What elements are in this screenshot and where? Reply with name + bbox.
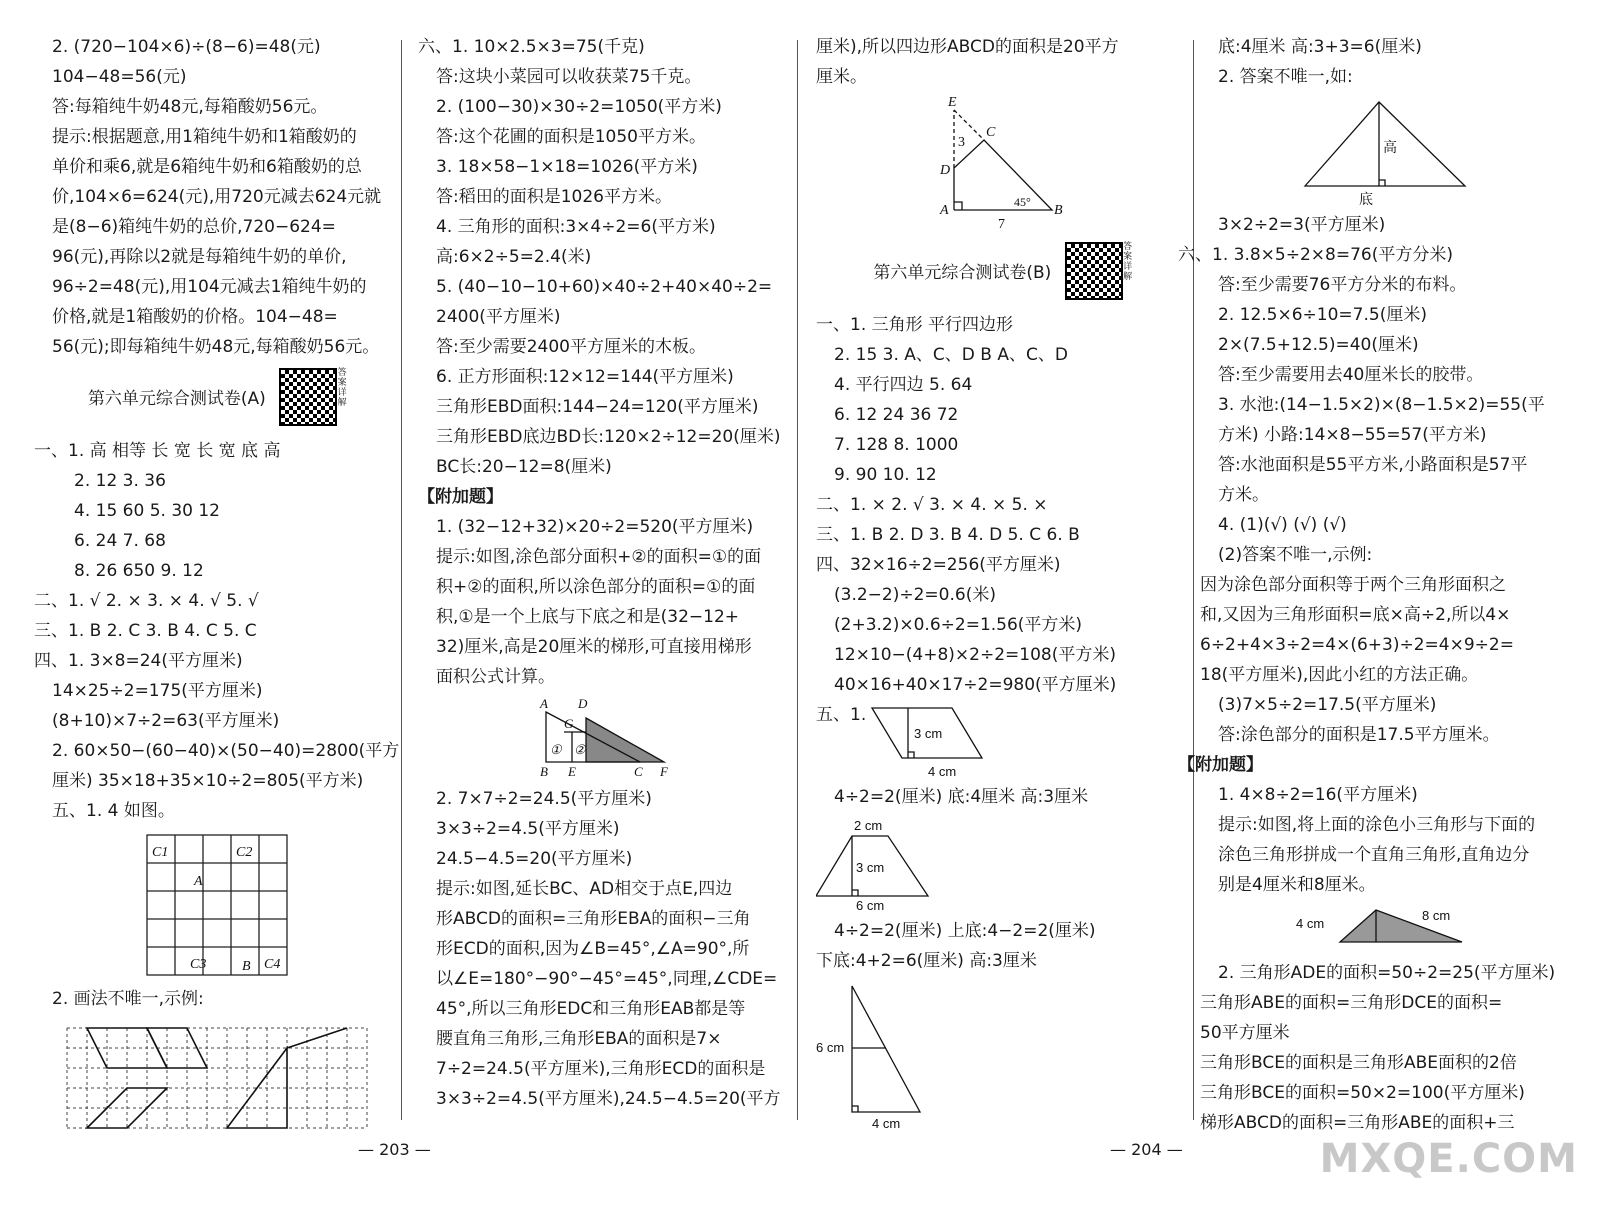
text-line: 40×16+40×17÷2=980(平方厘米) (834, 675, 1117, 695)
text-line: 答:涂色部分的面积是17.5平方厘米。 (1218, 725, 1500, 745)
fig-label: A (540, 696, 548, 711)
qr-tag: 答案详解 (337, 368, 347, 408)
page-number-right: — 204 — (1110, 1140, 1183, 1159)
text-line: 答:这块小菜园可以收获菜75千克。 (436, 67, 702, 87)
text-line: 提示:如图,涂色部分面积+②的面积=①的面 (436, 547, 762, 567)
text-line: 单价和乘6,就是6箱纯牛奶和6箱酸奶的总 (52, 157, 362, 177)
text-line: 2. 15 3. A、C、D B A、C、D (834, 345, 1068, 365)
dotted-grid-figure (57, 1018, 377, 1138)
column-divider (797, 40, 798, 1120)
grid-label: B (241, 959, 251, 974)
text-line: 4÷2=2(厘米) 上底:4−2=2(厘米) (834, 921, 1096, 941)
column-divider (1193, 40, 1194, 1120)
text-line: 一、1. 高 相等 长 宽 长 宽 底 高 (34, 441, 281, 461)
text-line: 5. (40−10−10+60)×40÷2+40×40÷2= (436, 277, 773, 297)
parallelogram-figure (852, 700, 1002, 782)
text-line: (3)7×5÷2=17.5(平方厘米) (1218, 695, 1437, 715)
extra-title: 【附加题】 (418, 487, 503, 507)
text-line: 积+②的面积,所以涂色部分的面积=①的面 (436, 577, 756, 597)
text-line: 因为涂色部分面积等于两个三角形面积之 (1200, 575, 1506, 595)
text-line: 2. 7×7÷2=24.5(平方厘米) (436, 789, 652, 809)
text-line: 方米) 小路:14×8−55=57(平方米) (1218, 425, 1487, 445)
text-line: 4. 平行四边 5. 64 (834, 375, 973, 395)
text-line: 方米。 (1218, 485, 1269, 505)
text-line: 形ECD的面积,因为∠B=45°,∠A=90°,所 (436, 939, 750, 959)
fig-label: 高 (1383, 140, 1397, 156)
grid-label: C2 (235, 845, 252, 860)
text-line: 厘米),所以四边形ABCD的面积是20平方 (816, 37, 1119, 57)
text-line: 高:6×2÷5=2.4(米) (436, 247, 592, 267)
text-line: 五、1. (816, 705, 867, 725)
text-line: 积,①是一个上底与下底之和是(32−12+ (436, 607, 740, 627)
fig-label: 3 cm (856, 860, 885, 875)
text-line: 厘米。 (816, 67, 867, 87)
text-line: 1. 4×8÷2=16(平方厘米) (1218, 785, 1418, 805)
text-line: 五、1. 4 如图。 (52, 801, 175, 821)
text-line: 厘米) 35×18+35×10÷2=805(平方米) (52, 771, 364, 791)
fig-label: 底 (1359, 192, 1373, 206)
right-triangle-figure (816, 980, 946, 1130)
fig-label: G (564, 716, 574, 731)
fig-label: E (948, 96, 957, 110)
parallelogram-row (816, 700, 1188, 782)
text-line: 下底:4+2=6(厘米) 高:3厘米 (816, 951, 1037, 971)
text-line: 9. 90 10. 12 (834, 465, 937, 485)
text-line: 答:这个花圃的面积是1050平方米。 (436, 127, 706, 147)
text-line: 56(元);即每箱纯牛奶48元,每箱酸奶56元。 (52, 337, 380, 357)
fig-label: 6 cm (856, 898, 885, 912)
grid-figure (142, 830, 292, 980)
text-line: 面积公式计算。 (436, 667, 555, 687)
text-line: 24.5−4.5=20(平方厘米) (436, 849, 633, 869)
text-line: 三角形EBD底边BD长:120×2÷12=20(厘米) (436, 427, 781, 447)
text-line: 腰直角三角形,三角形EBA的面积是7× (436, 1029, 722, 1049)
fig-label: ② (574, 742, 586, 757)
text-line: 六、1. 10×2.5×3=75(千克) (418, 37, 645, 57)
grid-label: C3 (189, 957, 206, 972)
text-line: 4. 15 60 5. 30 12 (74, 501, 220, 521)
text-line: 六、1. 3.8×5÷2×8=76(平方分米) (1178, 245, 1453, 265)
fig-label: B (1054, 203, 1063, 218)
fig-label: D (940, 163, 951, 178)
text-line: 18(平方厘米),因此小红的方法正确。 (1200, 665, 1479, 685)
text-line: 3. 水池:(14−1.5×2)×(8−1.5×2)=55(平 (1218, 395, 1545, 415)
fig-label: E (568, 764, 576, 779)
text-line: BC长:20−12=8(厘米) (436, 457, 612, 477)
text-line: 3. 18×58−1×18=1026(平方米) (436, 157, 698, 177)
text-line: 2. 三角形ADE的面积=50÷2=25(平方厘米) (1218, 963, 1556, 983)
fig-label: A (940, 203, 949, 218)
text-line: 一、1. 三角形 平行四边形 (816, 315, 1014, 335)
qr-code[interactable] (1065, 242, 1131, 304)
text-line: 2×(7.5+12.5)=40(厘米) (1218, 335, 1419, 355)
text-line: 三角形BCE的面积=50×2=100(平方厘米) (1200, 1083, 1525, 1103)
text-line: 提示:根据题意,用1箱纯牛奶和1箱酸奶的 (52, 127, 357, 147)
section-heading (816, 242, 1188, 304)
text-line: 32)厘米,高是20厘米的梯形,可直接用梯形 (436, 637, 752, 657)
fig-label: C (634, 764, 643, 779)
fig-label: 4 cm (1296, 916, 1325, 931)
section-heading (34, 368, 399, 430)
fig-label: 8 cm (1422, 908, 1451, 923)
text-line: 二、1. √ 2. × 3. × 4. √ 5. √ (34, 591, 259, 611)
qr-code[interactable] (279, 368, 345, 430)
text-line: 底:4厘米 高:3+3=6(厘米) (1218, 37, 1422, 57)
text-line: 1. (32−12+32)×20÷2=520(平方厘米) (436, 517, 754, 537)
shaded-right-triangle-figure (1296, 904, 1476, 954)
fig-label: 3 (958, 135, 965, 150)
grid-label: C1 (151, 845, 168, 860)
fig-label: 2 cm (854, 818, 883, 833)
text-line: (2+3.2)×0.6÷2=1.56(平方米) (834, 615, 1083, 635)
trapezoid-figure (816, 816, 956, 912)
watermark: MXQE.COM (1319, 1136, 1578, 1182)
text-line: 提示:如图,将上面的涂色小三角形与下面的 (1218, 815, 1536, 835)
text-line: 2. 12.5×6÷10=7.5(厘米) (1218, 305, 1427, 325)
text-line: 三角形ABE的面积=三角形DCE的面积= (1200, 993, 1503, 1013)
column-divider (401, 40, 402, 1120)
text-line: 4÷2=2(厘米) 底:4厘米 高:3厘米 (834, 787, 1089, 807)
text-line: 别是4厘米和8厘米。 (1218, 875, 1376, 895)
text-line: 4. 三角形的面积:3×4÷2=6(平方米) (436, 217, 716, 237)
text-line: 三、1. B 2. C 3. B 4. C 5. C (34, 621, 257, 641)
text-line: 是(8−6)箱纯牛奶的总价,720−624= (52, 217, 336, 237)
text-line: 答:至少需要用去40厘米长的胶带。 (1218, 365, 1484, 385)
text-line: 答:至少需要76平方分米的布料。 (1218, 275, 1467, 295)
text-line: 3×3÷2=4.5(平方厘米),24.5−4.5=20(平方 (436, 1089, 781, 1109)
column-4 (1178, 32, 1572, 1138)
text-line: 涂色三角形拼成一个直角三角形,直角边分 (1218, 845, 1530, 865)
text-line: 7÷2=24.5(平方厘米),三角形ECD的面积是 (436, 1059, 766, 1079)
quadrilateral-figure (922, 96, 1082, 236)
text-line: 6÷2+4×3÷2=4×(6+3)÷2=4×9÷2= (1200, 635, 1514, 655)
fig-label: D (578, 696, 588, 711)
text-line: 2. 答案不唯一,如: (1218, 67, 1353, 87)
text-line: 6. 正方形面积:12×12=144(平方厘米) (436, 367, 734, 387)
text-line: 14×25÷2=175(平方厘米) (52, 681, 263, 701)
text-line: (8+10)×7÷2=63(平方厘米) (52, 711, 280, 731)
fig-label: 7 (998, 217, 1005, 232)
grid-label: C4 (263, 957, 280, 972)
fig-label: ① (550, 742, 562, 757)
section-heading-text: 第六单元综合测试卷(B) (873, 263, 1052, 283)
text-line: 答:稻田的面积是1026平方米。 (436, 187, 672, 207)
text-line: 价,104×6=624(元),用720元减去624元就 (52, 187, 382, 207)
text-line: 二、1. × 2. √ 3. × 4. × 5. × (816, 495, 1048, 515)
fig-label: F (660, 764, 668, 779)
triangle-height-figure (1301, 96, 1471, 206)
qr-code-icon (279, 368, 337, 426)
text-line: 四、32×16÷2=256(平方厘米) (816, 555, 1061, 575)
fig-label: 45° (1014, 195, 1031, 209)
text-line: 三角形BCE的面积是三角形ABE面积的2倍 (1200, 1053, 1517, 1073)
fig-label: 4 cm (872, 1116, 901, 1130)
text-line: 2. 画法不唯一,示例: (52, 989, 204, 1009)
section-heading-text: 第六单元综合测试卷(A) (87, 389, 266, 409)
text-line: 价格,就是1箱酸奶的价格。104−48= (52, 307, 338, 327)
text-line: 2. 12 3. 36 (74, 471, 166, 491)
text-line: 96÷2=48(元),用104元减去1箱纯牛奶的 (52, 277, 367, 297)
text-line: 6. 12 24 36 72 (834, 405, 959, 425)
text-line: 2. 60×50−(60−40)×(50−40)=2800(平方 (52, 741, 400, 761)
text-line: 12×10−(4+8)×2÷2=108(平方米) (834, 645, 1116, 665)
text-line: 答:至少需要2400平方厘米的木板。 (436, 337, 706, 357)
grid-label: A (193, 874, 203, 889)
text-line: (3.2−2)÷2=0.6(米) (834, 585, 996, 605)
text-line: (2)答案不唯一,示例: (1218, 545, 1373, 565)
text-line: 三、1. B 2. D 3. B 4. D 5. C 6. B (816, 525, 1080, 545)
fig-label: 4 cm (928, 764, 957, 779)
text-line: 2400(平方厘米) (436, 307, 561, 327)
text-line: 答:每箱纯牛奶48元,每箱酸奶56元。 (52, 97, 328, 117)
text-line: 提示:如图,延长BC、AD相交于点E,四边 (436, 879, 733, 899)
page-number-left: — 203 — (358, 1140, 431, 1159)
text-line: 8. 26 650 9. 12 (74, 561, 204, 581)
text-line: 4. (1)(√) (√) (√) (1218, 515, 1347, 535)
text-line: 3×3÷2=4.5(平方厘米) (436, 819, 620, 839)
text-line: 四、1. 3×8=24(平方厘米) (34, 651, 243, 671)
text-line: 和,又因为三角形面积=底×高÷2,所以4× (1200, 605, 1511, 625)
triangle-figure (524, 696, 684, 780)
text-line: 形ABCD的面积=三角形EBA的面积−三角 (436, 909, 751, 929)
text-line: 50平方厘米 (1200, 1023, 1290, 1043)
text-line: 7. 128 8. 1000 (834, 435, 959, 455)
text-line: 45°,所以三角形EDC和三角形EAB都是等 (436, 999, 746, 1019)
text-line: 梯形ABCD的面积=三角形ABE的面积+三 (1200, 1113, 1515, 1133)
text-line: 104−48=56(元) (52, 67, 187, 87)
text-line: 2. (720−104×6)÷(8−6)=48(元) (52, 37, 321, 57)
fig-label: 6 cm (816, 1040, 845, 1055)
column-3 (816, 32, 1188, 1134)
qr-code-icon (1065, 242, 1123, 300)
fig-label: B (540, 764, 548, 779)
text-line: 三角形EBD面积:144−24=120(平方厘米) (436, 397, 759, 417)
fig-label: 3 cm (914, 726, 943, 741)
text-line: 2. (100−30)×30÷2=1050(平方米) (436, 97, 722, 117)
column-1 (34, 32, 399, 1142)
extra-title: 【附加题】 (1178, 755, 1263, 775)
text-line: 6. 24 7. 68 (74, 531, 166, 551)
qr-tag: 答案详解 (1123, 242, 1133, 282)
column-2 (418, 32, 790, 1114)
text-line: 96(元),再除以2就是每箱纯牛奶的单价, (52, 247, 347, 267)
text-line: 3×2÷2=3(平方厘米) (1218, 215, 1386, 235)
text-line: 以∠E=180°−90°−45°=45°,同理,∠CDE= (436, 969, 778, 989)
text-line: 答:水池面积是55平方米,小路面积是57平 (1218, 455, 1528, 475)
fig-label: C (986, 125, 996, 140)
